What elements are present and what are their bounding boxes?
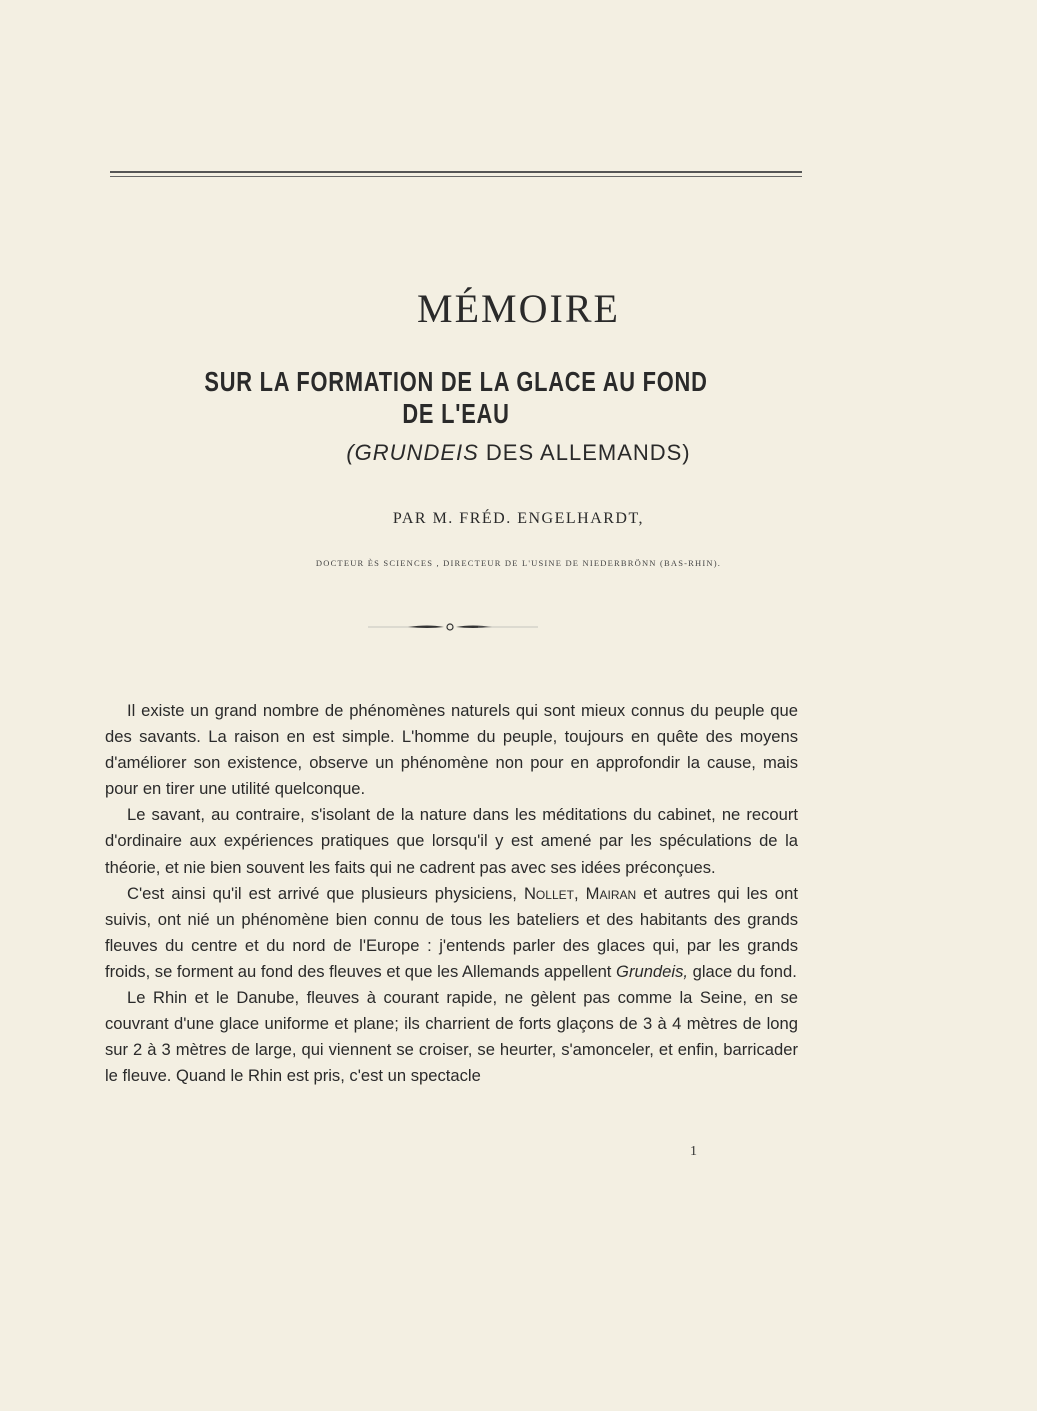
name-mairan: Mairan bbox=[585, 883, 637, 903]
paragraph-3-sep: , bbox=[573, 883, 586, 903]
paragraph-2: Le savant, au contraire, s'isolant de la nature dans les méditations du cabinet, ne recourt d'ordinaire aux expériences pratiques que lorsqu'il y est amené par les spéculations de la théorie, et nie bien souvent les faits qui ne cadrent pas avec ses idées préconçues. bbox=[105, 805, 798, 877]
ornament-divider bbox=[368, 619, 538, 635]
name-nollet: Nollet bbox=[523, 883, 574, 903]
author-line: PAR M. FRÉD. ENGELHARDT, bbox=[392, 510, 645, 527]
body-text bbox=[105, 698, 798, 1089]
paragraph-4: Le Rhin et le Danube, fleuves à courant rapide, ne gèlent pas comme la Seine, en se couvrant d'une glace uniforme et plane; ils charrient de forts glaçons de 3 à 4 mètres de long sur 2 à 3 mètres de large, qui viennent se croiser, se heurter, s'amonceler, et enfin, barricader le fleuve. Quand le Rhin est pris, c'est un spectacle bbox=[105, 988, 798, 1086]
paragraph-1: Il existe un grand nombre de phénomènes naturels qui sont mieux connus du peuple que des savants. La raison en est simple. L'homme du peuple, toujours en quête des moyens d'améliorer son existence, observe un phénomène non pour en approfondir la cause, mais pour en tirer une utilité quelconque. bbox=[105, 701, 798, 799]
paragraph-3-text-c: glace du fond. bbox=[687, 961, 797, 981]
paragraph-3-text-a: C'est ainsi qu'il est arrivé que plusieurs physiciens, bbox=[127, 883, 524, 903]
top-double-rule bbox=[110, 171, 802, 177]
term-grundeis: Grundeis, bbox=[616, 961, 688, 981]
page-number: 1 bbox=[690, 1144, 697, 1159]
paragraph-3-text-b: et autres qui les ont suivis, ont nié un phénomène bien connu de tous les bateliers et des habitants des grands fleuves du centre et du nord de l'Europe : j'entends parler des glaces qui, par les grands froids, se forment au fond des fleuves et que les Allemands appellent bbox=[105, 883, 798, 981]
document-subtitle-secondary bbox=[0, 440, 1037, 466]
grundeis-italic: (GRUNDEIS bbox=[346, 440, 479, 465]
subtitle-secondary-rest: DES ALLEMANDS) bbox=[478, 440, 691, 465]
document-title: MÉMOIRE bbox=[417, 286, 620, 331]
author-affiliation: DOCTEUR ÈS SCIENCES , DIRECTEUR DE L'USINE DE NIEDERBRÖNN (BAS-RHIN). bbox=[315, 558, 722, 568]
document-subtitle: SUR LA FORMATION DE LA GLACE AU FOND DE L'EAU bbox=[204, 366, 708, 429]
paragraph-3 bbox=[105, 881, 798, 985]
